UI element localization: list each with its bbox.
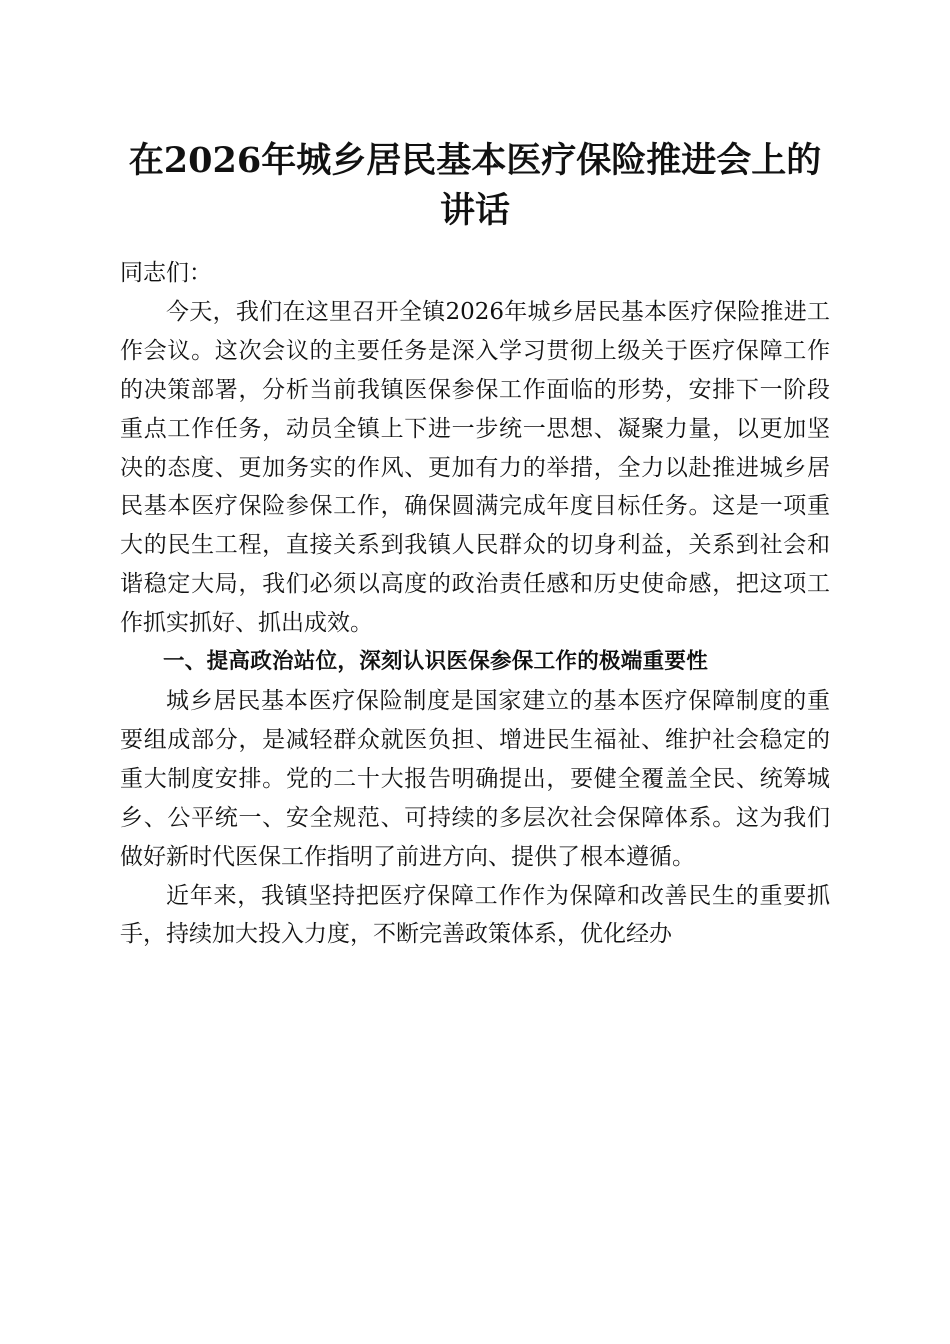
document-body <box>120 254 830 954</box>
section-heading-1: 一、提高政治站位，深刻认识医保参保工作的极端重要性 <box>163 649 709 675</box>
paragraph-section-1: 城乡居民基本医疗保险制度是国家建立的基本医疗保障制度的重要组成部分，是减轻群众就医负担、增进民生福祉、维护社会稳定的重大制度安排。党的二十大报告明确提出，要健全覆盖全民、统筹城乡、公平统一、安全规范、可持续的多层次社会保障体系。这为我们做好新时代医保工作指明了前进方向、提供了根本遵循。 <box>120 687 830 870</box>
paragraph-section-2: 近年来，我镇坚持把医疗保障工作作为保障和改善民生的重要抓手，持续加大投入力度，不断完善政策体系，优化经办 <box>120 882 830 948</box>
document-title: 在2026年城乡居民基本医疗保险推进会上的讲话 <box>128 140 822 231</box>
salutation: 同志们： <box>120 260 212 286</box>
paragraph-intro: 今天，我们在这里召开全镇2026年城乡居民基本医疗保险推进工作会议。这次会议的主要任务是深入学习贯彻上级关于医疗保障工作的决策部署，分析当前我镇医保参保工作面临的形势，安排下一阶段重点工作任务，动员全镇上下进一步统一思想、凝聚力量，以更加坚决的态度、更加务实的作风、更加有力的举措，全力以赴推进城乡居民基本医疗保险参保工作，确保圆满完成年度目标任务。这是一项重大的民生工程，直接关系到我镇人民群众的切身利益，关系到社会和谐稳定大局，我们必须以高度的政治责任感和历史使命感，把这项工作抓实抓好、抓出成效。 <box>120 298 830 637</box>
